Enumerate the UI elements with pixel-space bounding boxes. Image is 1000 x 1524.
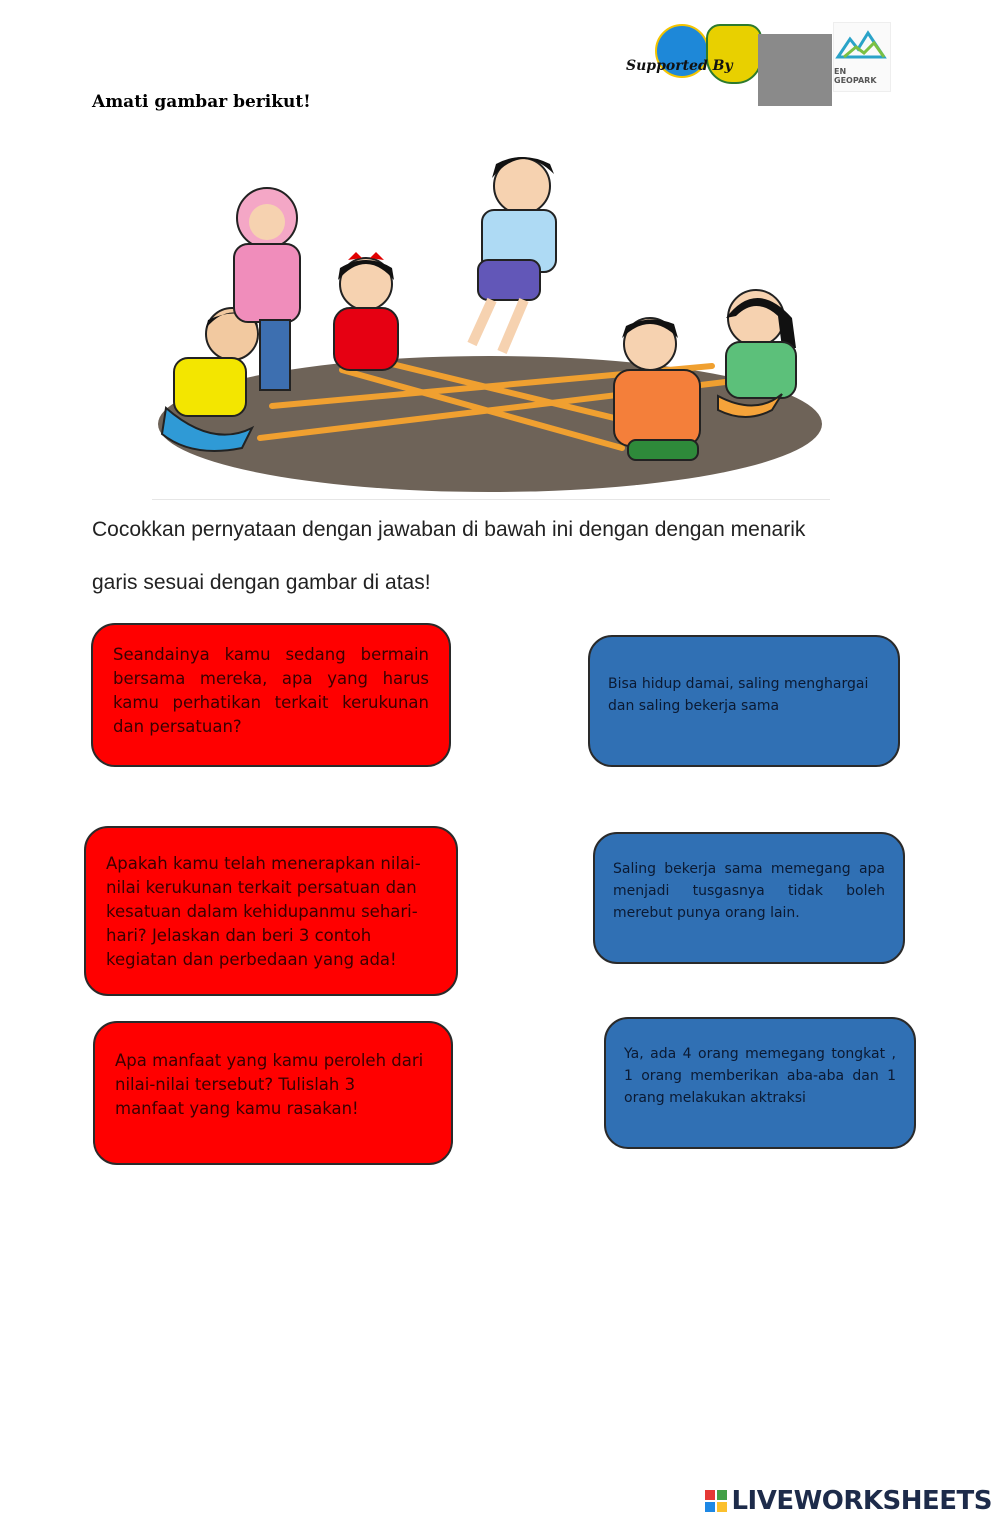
answer-box-3[interactable] (604, 1017, 916, 1149)
page-title: Amati gambar berikut! (92, 92, 311, 112)
answer-box-2[interactable] (593, 832, 905, 964)
geopark-label: EN GEOPARK (834, 67, 877, 85)
logo-regional-crest (706, 24, 762, 84)
answer-text-1: Bisa hidup damai, saling menghargai dan saling bekerja sama (608, 676, 869, 714)
question-text-2: Apakah kamu telah menerapkan nilai-nilai kerukunan terkait persatuan dan kesatuan dalam kehidupanmu sehari-hari? Jelaskan dan beri 3 contoh kegiatan dan perbedaan yang ada! (106, 854, 421, 969)
answer-text-2: Saling bekerja sama memegang apa menjadi tusgasnya tidak boleh merebut punya orang lain. (613, 861, 885, 921)
kid-red-dress (334, 252, 398, 370)
kid-jumping (472, 157, 556, 352)
question-box-3[interactable] (93, 1021, 453, 1165)
question-box-2[interactable] (84, 826, 458, 996)
logo-grey-block (758, 34, 832, 106)
question-box-1[interactable] (91, 623, 451, 767)
kid-orange-shirt (614, 318, 700, 460)
instruction-line-2: garis sesuai dengan gambar di atas! (92, 571, 431, 594)
liveworksheets-logo-icon (705, 1490, 727, 1512)
footer-brand (705, 1486, 992, 1516)
illustration-bamboo-dance (152, 148, 832, 500)
supported-by-text: Supported By (626, 58, 733, 74)
logo-geopark (833, 22, 891, 92)
liveworksheets-wordmark: LIVEWORKSHEETS (731, 1486, 992, 1516)
answer-box-1[interactable] (588, 635, 900, 767)
ground-ellipse (158, 356, 822, 492)
question-text-1: Seandainya kamu sedang bermain bersama mereka, apa yang harus kamu perhatikan terkait kerukunan dan persatuan? (113, 645, 429, 736)
illustration-divider (152, 499, 830, 500)
question-text-3: Apa manfaat yang kamu peroleh dari nilai-nilai tersebut? Tulislah 3 manfaat yang kamu rasakan! (115, 1051, 424, 1118)
answer-text-3: Ya, ada 4 orang memegang tongkat , 1 orang memberikan aba-aba dan 1 orang melakukan aktraksi (624, 1046, 896, 1106)
kid-pink-hijab (234, 188, 300, 390)
instruction-line-1: Cocokkan pernyataan dengan jawaban di bawah ini dengan dengan menarik (92, 518, 806, 541)
